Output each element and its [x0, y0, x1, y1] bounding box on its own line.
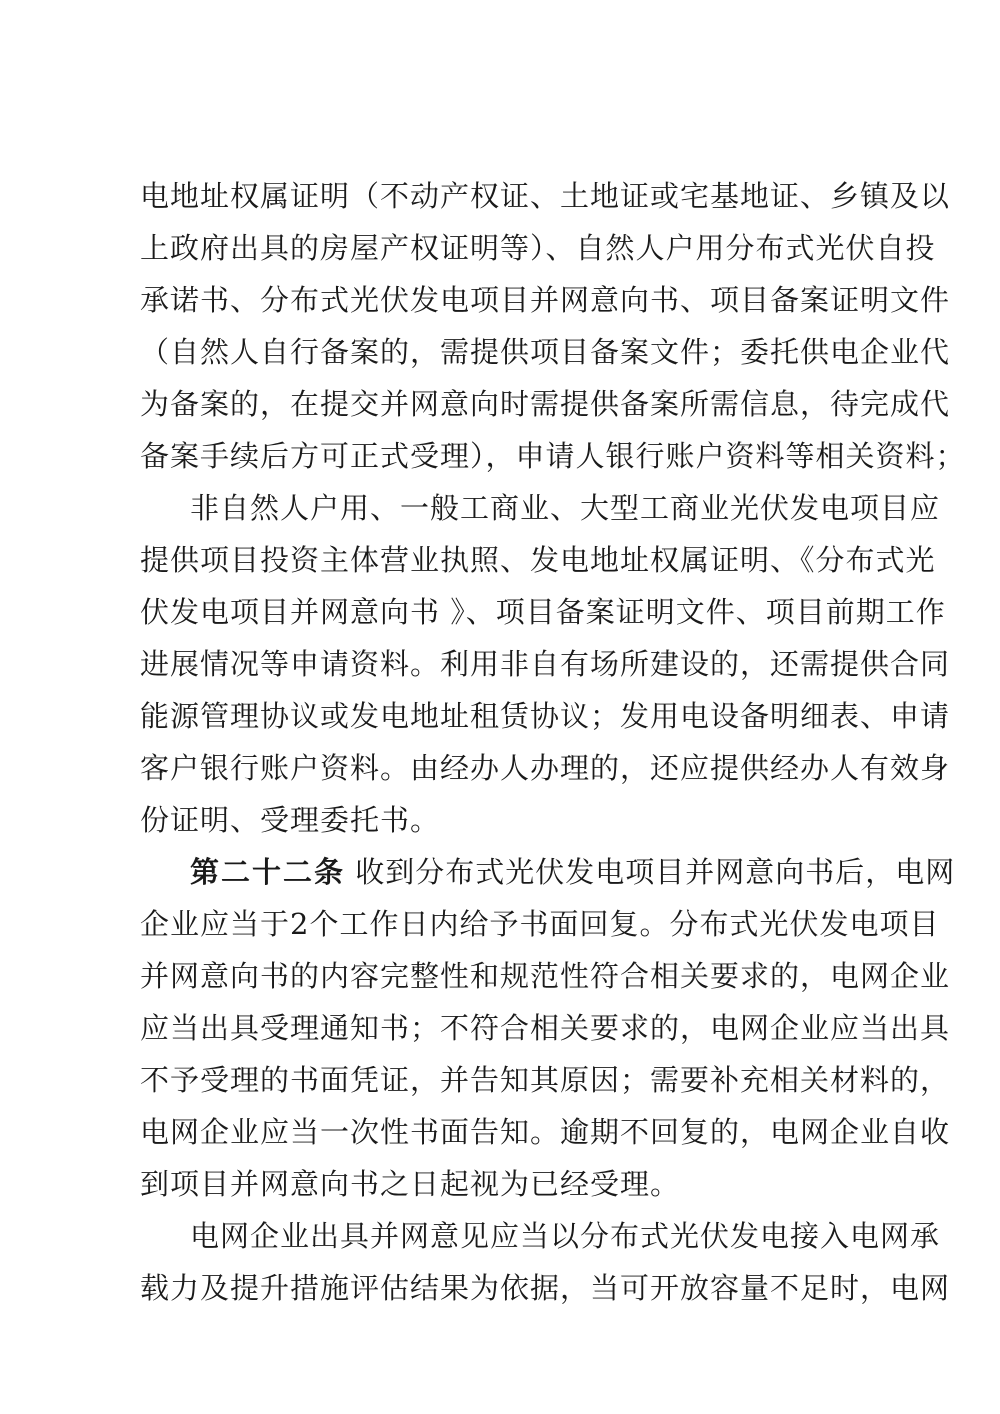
paragraph-3-line-5: 不予受理的书面凭证，并告知其原因；需要补充相关材料的，	[140, 1063, 951, 1097]
paragraph-3-line-4: 应当出具受理通知书；不符合相关要求的，电网企业应当出具	[140, 1011, 951, 1045]
paragraph-1-line-2: 上政府出具的房屋产权证明等）、自然人户用分布式光伏自投	[140, 231, 936, 265]
paragraph-2-line-6: 客户银行账户资料。由经办人办理的，还应提供经办人有效身	[140, 751, 951, 785]
paragraph-1-line-3: 承诺书、分布式光伏发电项目并网意向书、项目备案证明文件	[140, 283, 951, 317]
paragraph-4-line-1: 电网企业出具并网意见应当以分布式光伏发电接入电网承	[190, 1219, 941, 1253]
paragraph-2-line-5: 能源管理协议或发电地址租赁协议；发用电设备明细表、申请	[140, 699, 951, 733]
paragraph-4-line-2: 载力及提升措施评估结果为依据，当可开放容量不足时，电网	[140, 1271, 951, 1305]
paragraph-2-line-1: 非自然人户用、一般工商业、大型工商业光伏发电项目应	[190, 491, 941, 525]
article-22-first-line-text: 收到分布式光伏发电项目并网意向书后，电网	[355, 855, 956, 889]
paragraph-2-line-4: 进展情况等申请资料。利用非自有场所建设的，还需提供合同	[140, 647, 951, 681]
paragraph-3-line-7: 到项目并网意向书之日起视为已经受理。	[140, 1167, 681, 1201]
article-label: 第二十二条	[190, 855, 346, 889]
paragraph-3-line-6: 电网企业应当一次性书面告知。逾期不回复的，电网企业自收	[140, 1115, 951, 1149]
paragraph-2-line-3: 伏发电项目并网意向书 》、项目备案证明文件、项目前期工作	[140, 595, 946, 629]
paragraph-1-line-6: 备案手续后方可正式受理），申请人银行账户资料等相关资料；	[140, 439, 966, 473]
paragraph-1-line-1: 电地址权属证明（不动产权证、土地证或宅基地证、乡镇及以	[140, 179, 951, 213]
paragraph-1-line-4: （自然人自行备案的，需提供项目备案文件；委托供电企业代	[140, 335, 951, 369]
paragraph-3-line-2: 企业应当于2个工作日内给予书面回复。分布式光伏发电项目	[140, 907, 940, 941]
paragraph-3-line-3: 并网意向书的内容完整性和规范性符合相关要求的，电网企业	[140, 959, 951, 993]
paragraph-2-line-7: 份证明、受理委托书。	[140, 803, 441, 837]
paragraph-1-line-5: 为备案的，在提交并网意向时需提供备案所需信息，待完成代	[140, 387, 951, 421]
paragraph-2-line-2: 提供项目投资主体营业执照、发电地址权属证明、《分布式光	[140, 543, 936, 577]
article-22-first-line	[190, 846, 956, 898]
